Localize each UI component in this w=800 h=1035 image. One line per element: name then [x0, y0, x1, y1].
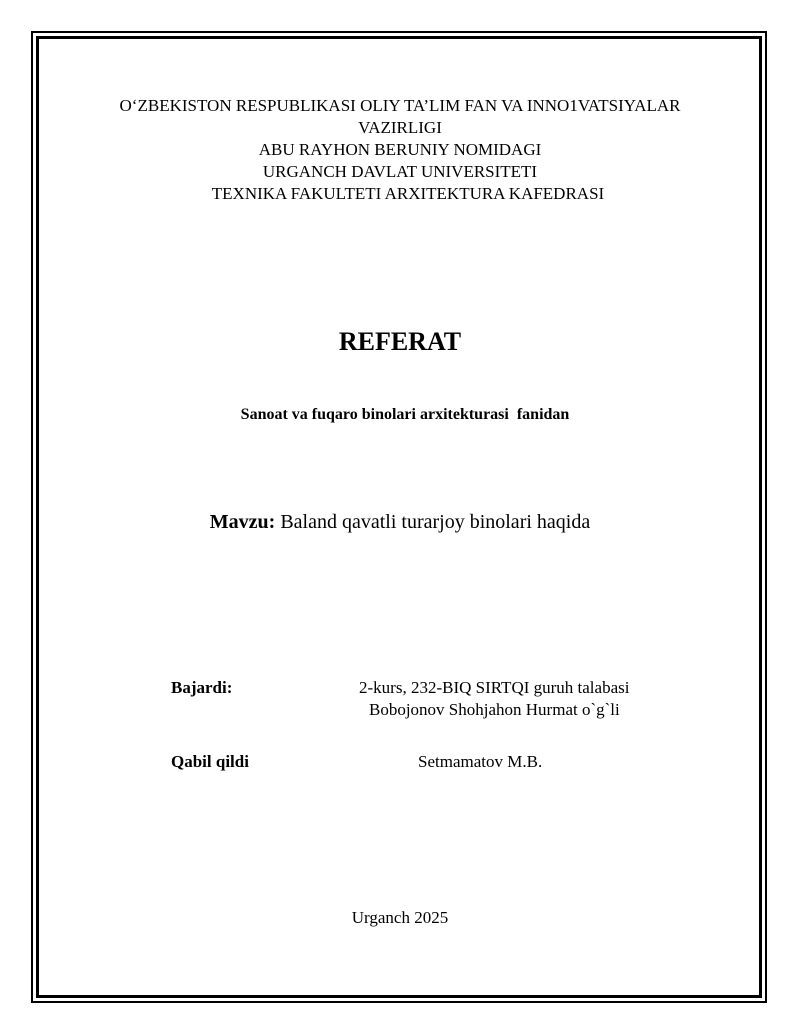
faculty-department-line: TEXNIKA FAKULTETI ARXITEKTURA KAFEDRASI — [211, 184, 605, 203]
accepted-by-name: Setmamatov M.B. — [418, 752, 543, 771]
topic-value: Baland qavatli turarjoy binolari haqida — [280, 511, 591, 533]
university-name-line1: ABU RAYHON BERUNIY NOMIDAGI — [258, 140, 542, 159]
performed-by-label: Bajardi: — [171, 678, 233, 697]
subject-line: Sanoat va fuqaro binolari arxitekturasi fanidan — [240, 406, 570, 423]
document-title: REFERAT — [338, 327, 462, 356]
topic-line — [0, 508, 800, 536]
university-name-line2: URGANCH DAVLAT UNIVERSITETI — [262, 162, 538, 181]
topic-label: Mavzu: — [209, 511, 276, 533]
performed-by-name: Bobojonov Shohjahon Hurmat o`g`li — [369, 700, 620, 719]
ministry-line-cont: VAZIRLIGI — [358, 118, 442, 137]
performed-by-group: 2-kurs, 232-BIQ SIRTQI guruh talabasi — [359, 678, 630, 697]
ministry-line: O‘ZBEKISTON RESPUBLIKASI OLIY TA’LIM FAN VA INNO1VATSIYALAR — [119, 96, 681, 115]
place-and-year: Urganch 2025 — [351, 908, 449, 927]
institution-header — [0, 95, 800, 205]
accepted-by-label: Qabil qildi — [171, 752, 249, 771]
